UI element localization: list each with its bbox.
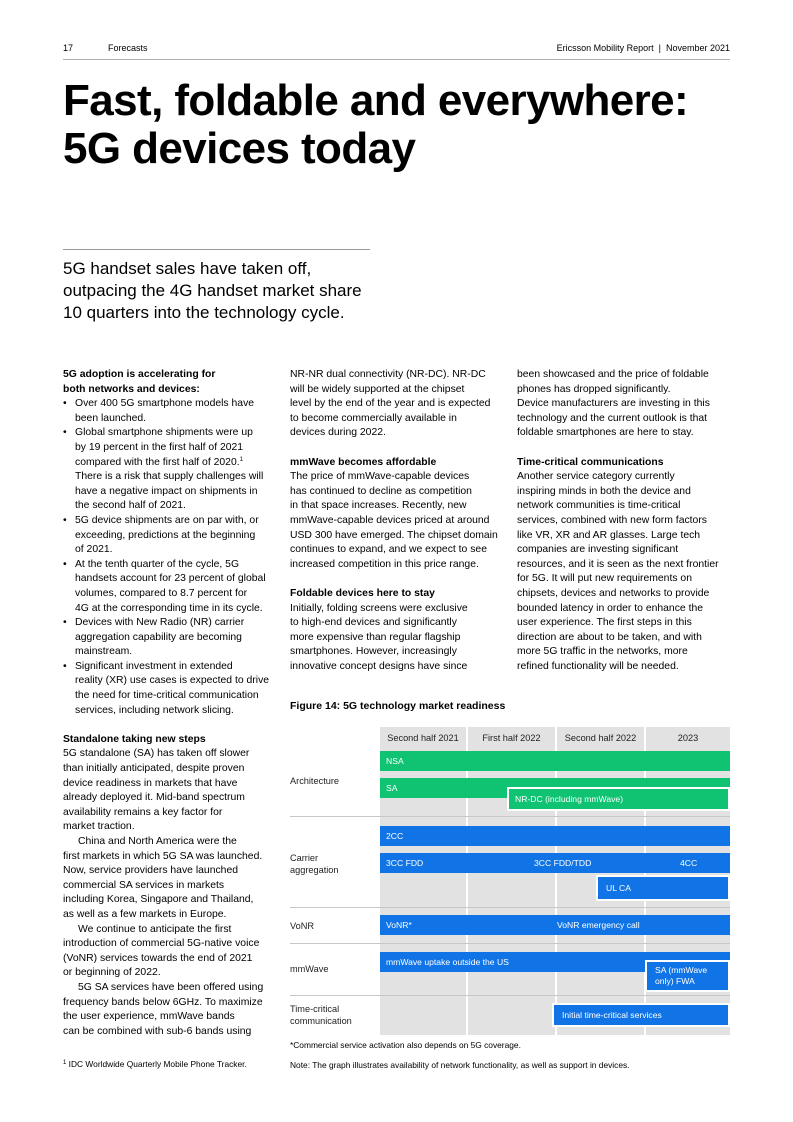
bar-nsa: NSA: [380, 751, 730, 771]
title-line: Fast, foldable and everywhere:: [63, 76, 689, 125]
text-fragment: compared with the first half of 2020.: [75, 456, 240, 468]
text-line: network communities is time-critical: [517, 500, 681, 512]
text-line: aggregation capability are becoming: [75, 631, 242, 643]
text-line: market traction.: [63, 821, 135, 833]
list-item: [63, 397, 278, 426]
bar-mmwave-uptake: mmWave uptake outside the US: [380, 952, 730, 972]
text-line: bounded latency in order to enhance the: [517, 602, 704, 614]
text-line: NR-NR dual connectivity (NR-DC). NR-DC: [290, 369, 486, 380]
paragraph: [517, 368, 732, 441]
row-divider: [290, 995, 730, 996]
footnote-marker: 1: [63, 1060, 67, 1066]
bar-segment-vonr-emergency: VoNR emergency call: [557, 920, 640, 930]
column-header: Second half 2022: [564, 733, 637, 743]
bar-sa: SA: [380, 778, 730, 798]
column-header: 2023: [677, 733, 699, 743]
bar-2cc: 2CC: [380, 826, 730, 846]
text-line: innovative concept designs have since: [290, 660, 468, 672]
text-line: smartphones. However, increasingly: [290, 646, 457, 658]
lead-line: outpacing the 4G handset market share: [63, 281, 362, 300]
paragraph: [290, 470, 510, 572]
row-label-time-critical: [290, 1003, 352, 1027]
text-line: been showcased and the price of foldable: [517, 369, 709, 380]
footnote: [63, 1059, 247, 1069]
text-line: availability remains a key factor for: [63, 806, 223, 818]
text-line: We continue to anticipate the first: [78, 923, 232, 935]
row-label-mmwave: mmWave: [290, 964, 329, 974]
text-line: already deployed it. Mid-band spectrum: [63, 792, 245, 804]
text-line: has continued to decline as competition: [290, 485, 472, 497]
text-line: Another service category currently: [517, 471, 675, 483]
text-line: frequency bands below 6GHz. To maximize: [63, 996, 263, 1008]
section-label: Forecasts: [108, 43, 148, 53]
text-line: as well as a few markets in Europe.: [63, 908, 227, 920]
text-line: USD 300 have emerged. The chipset domain: [290, 529, 498, 541]
text-line: device readiness in markets that have: [63, 777, 238, 789]
section-heading: Foldable devices here to stay: [290, 587, 435, 599]
section-heading: Time-critical communications: [517, 456, 664, 468]
text-line: (VoNR) services towards the end of 2021: [63, 952, 253, 964]
text-line: • 5G device shipments are on par with, or: [75, 514, 259, 526]
bar-segment-4cc: 4CC: [680, 858, 698, 868]
section-heading: Standalone taking new steps: [63, 733, 206, 745]
section-heading: both networks and devices:: [63, 383, 200, 395]
paragraph: [63, 923, 278, 981]
text-line: of 2021.: [75, 544, 113, 556]
text-line: • Significant investment in extended: [75, 660, 233, 672]
list-item: [63, 660, 278, 718]
column-3: [517, 368, 732, 674]
bar-segment-3cc-fdd: 3CC FDD: [386, 858, 424, 868]
bar-segment-vonr: VoNR*: [386, 920, 412, 930]
bar-text-line: SA (mmWave: [655, 965, 708, 975]
lead-paragraph: [63, 258, 383, 324]
column-bg: [468, 727, 555, 1035]
text-line: 5G standalone (SA) has taken off slower: [63, 748, 250, 760]
title-line: 5G devices today: [63, 124, 416, 173]
text-line: been launched.: [75, 412, 147, 424]
column-2: [290, 368, 510, 674]
spacer: [290, 441, 510, 456]
text-line: foldable smartphones are here to stay.: [517, 427, 694, 439]
page-number: 17: [63, 43, 74, 53]
row-label-vonr: VoNR: [290, 921, 314, 931]
header-divider: [63, 59, 730, 60]
text-line: • Over 400 5G smartphone models have: [75, 398, 255, 410]
text-line: increased competition in this price range.: [290, 558, 479, 570]
text-line: companies are investing significant: [517, 544, 679, 556]
spacer: [517, 441, 732, 456]
text-line: to high-end devices and significantly: [290, 617, 457, 629]
bar-ul-ca: UL CA: [596, 875, 730, 901]
text-line: the second half of 2021.: [75, 500, 186, 512]
text-line: • Devices with New Radio (NR) carrier: [75, 617, 245, 629]
text-line: China and North America were the: [78, 836, 237, 847]
column-1: [63, 368, 278, 1039]
text-line: reality (XR) use cases is expected to drive: [75, 675, 270, 687]
text-line: more 5G traffic in the networks, more: [517, 646, 688, 658]
text-line: in that space increases. Recently, new: [290, 500, 467, 512]
label-line: communication: [290, 1016, 352, 1026]
text-line: refined functionality will be needed.: [517, 660, 679, 672]
text-line: technology and the current outlook is that: [517, 412, 708, 424]
text-line: continues to expand, and we expect to see: [290, 544, 487, 556]
list-item: [63, 558, 278, 616]
text-line: mainstream.: [75, 646, 133, 658]
bar-text-line: only) FWA: [655, 976, 695, 986]
figure-footnote: *Commercial service activation also depends on 5G coverage.: [290, 1040, 521, 1050]
text-line: like VR, XR and AR glasses. Large tech: [517, 529, 701, 541]
text-line: introduction of commercial 5G-native voice: [63, 938, 260, 950]
paragraph: [63, 835, 278, 923]
figure-title: Figure 14: 5G technology market readiness: [290, 700, 506, 712]
text-line: 5G SA services have been offered using: [78, 981, 264, 993]
figure-note: Note: The graph illustrates availability of network functionality, as well as support in devices.: [290, 1060, 630, 1070]
text-line: handsets account for 23 percent of global: [75, 573, 266, 585]
text-line: user experience. The first steps in this: [517, 617, 692, 629]
text-line: services, combined with new form factors: [517, 514, 707, 526]
text-line: the user experience, mmWave bands: [63, 1011, 235, 1023]
row-divider: [290, 816, 730, 817]
label-line: Carrier: [290, 853, 319, 863]
column-header: First half 2022: [482, 733, 541, 743]
paragraph: [290, 602, 510, 675]
list-item: [63, 514, 278, 558]
text-line: for 5G. It will put new requirements on: [517, 573, 692, 585]
text-line: commercial SA services in markets: [63, 879, 225, 891]
page-title: [63, 77, 763, 173]
footnote-text: IDC Worldwide Quarterly Mobile Phone Tracker.: [68, 1059, 247, 1069]
row-divider: [290, 943, 730, 944]
text-line: phones has dropped significantly.: [517, 383, 671, 395]
text-line: • Global smartphone shipments were up: [75, 427, 253, 439]
text-line: the need for time-critical communication: [75, 690, 259, 702]
text-line: services, including network slicing.: [75, 704, 234, 716]
market-readiness-chart: [290, 727, 730, 1035]
text-line: Device manufacturers are investing in this: [517, 398, 710, 410]
paragraph: [63, 747, 278, 835]
list-item: [63, 616, 278, 660]
footnote-ref: 1: [239, 456, 243, 463]
bar-vonr: [380, 915, 730, 935]
text-line: • At the tenth quarter of the cycle, 5G: [75, 558, 240, 570]
text-line: more expensive than regular flagship: [290, 631, 461, 643]
text-line: resources, and it is seen as the next frontier: [517, 558, 719, 570]
row-label-architecture: Architecture: [290, 776, 340, 786]
text-line: exceeding, predictions at the beginning: [75, 529, 256, 541]
text-line: devices during 2022.: [290, 427, 386, 439]
text-line: including Korea, Singapore and Thailand,: [63, 894, 254, 906]
text-line: Now, service providers have launched: [63, 865, 239, 877]
paragraph: [63, 981, 278, 1039]
spacer: [63, 718, 278, 733]
text-line: mmWave-capable devices priced at around: [290, 514, 490, 526]
label-line: Time-critical: [290, 1004, 340, 1014]
list-item: [63, 426, 278, 514]
column-header: Second half 2021: [387, 733, 459, 743]
section-heading: 5G adoption is accelerating for: [63, 369, 216, 380]
bar-3cc: [380, 853, 730, 873]
text-line: direction are about to be taken, and with: [517, 631, 702, 643]
text-line: by 19 percent in the first half of 2021: [75, 441, 244, 453]
text-line: than initially anticipated, despite proven: [63, 763, 245, 775]
text-line: chipsets, devices and networks to provide: [517, 587, 710, 599]
text-line: can be combined with sub-6 bands using: [63, 1025, 252, 1037]
text-line: [75, 456, 278, 471]
spacer: [290, 572, 510, 587]
row-divider: [290, 907, 730, 908]
publication-label: Ericsson Mobility Report | November 2021: [556, 43, 730, 53]
text-line: Initially, folding screens were exclusive: [290, 602, 468, 614]
bar-nr-dc: NR-DC (including mmWave): [507, 787, 730, 811]
bar-sa-mmwave-fwa: [645, 960, 730, 992]
paragraph: [290, 368, 510, 441]
text-line: will be widely supported at the chipset: [290, 383, 465, 395]
lead-line: 5G handset sales have taken off,: [63, 259, 312, 278]
text-line: inspiring minds in both the device and: [517, 485, 691, 497]
section-heading: mmWave becomes affordable: [290, 456, 437, 468]
bar-segment-3cc-fdd-tdd: 3CC FDD/TDD: [534, 858, 592, 868]
text-line: first markets in which 5G SA was launched.: [63, 850, 263, 862]
column-bg: [380, 727, 466, 1035]
bar-initial-time-critical: Initial time-critical services: [552, 1003, 730, 1027]
text-line: level by the end of the year and is expected: [290, 398, 491, 410]
label-line: aggregation: [290, 865, 339, 875]
text-line: volumes, compared to 8.7 percent for: [75, 587, 248, 599]
lead-divider: [63, 249, 370, 250]
text-line: or beginning of 2022.: [63, 967, 161, 979]
text-line: have a negative impact on shipments in: [75, 485, 258, 497]
text-line: There is a risk that supply challenges will: [75, 471, 264, 483]
lead-line: 10 quarters into the technology cycle.: [63, 303, 345, 322]
text-line: to become commercially available in: [290, 412, 457, 424]
row-label-carrier-aggregation: [290, 852, 339, 876]
paragraph: [517, 470, 732, 674]
text-line: The price of mmWave-capable devices: [290, 471, 470, 483]
text-line: 4G at the corresponding time in its cycle.: [75, 602, 263, 614]
